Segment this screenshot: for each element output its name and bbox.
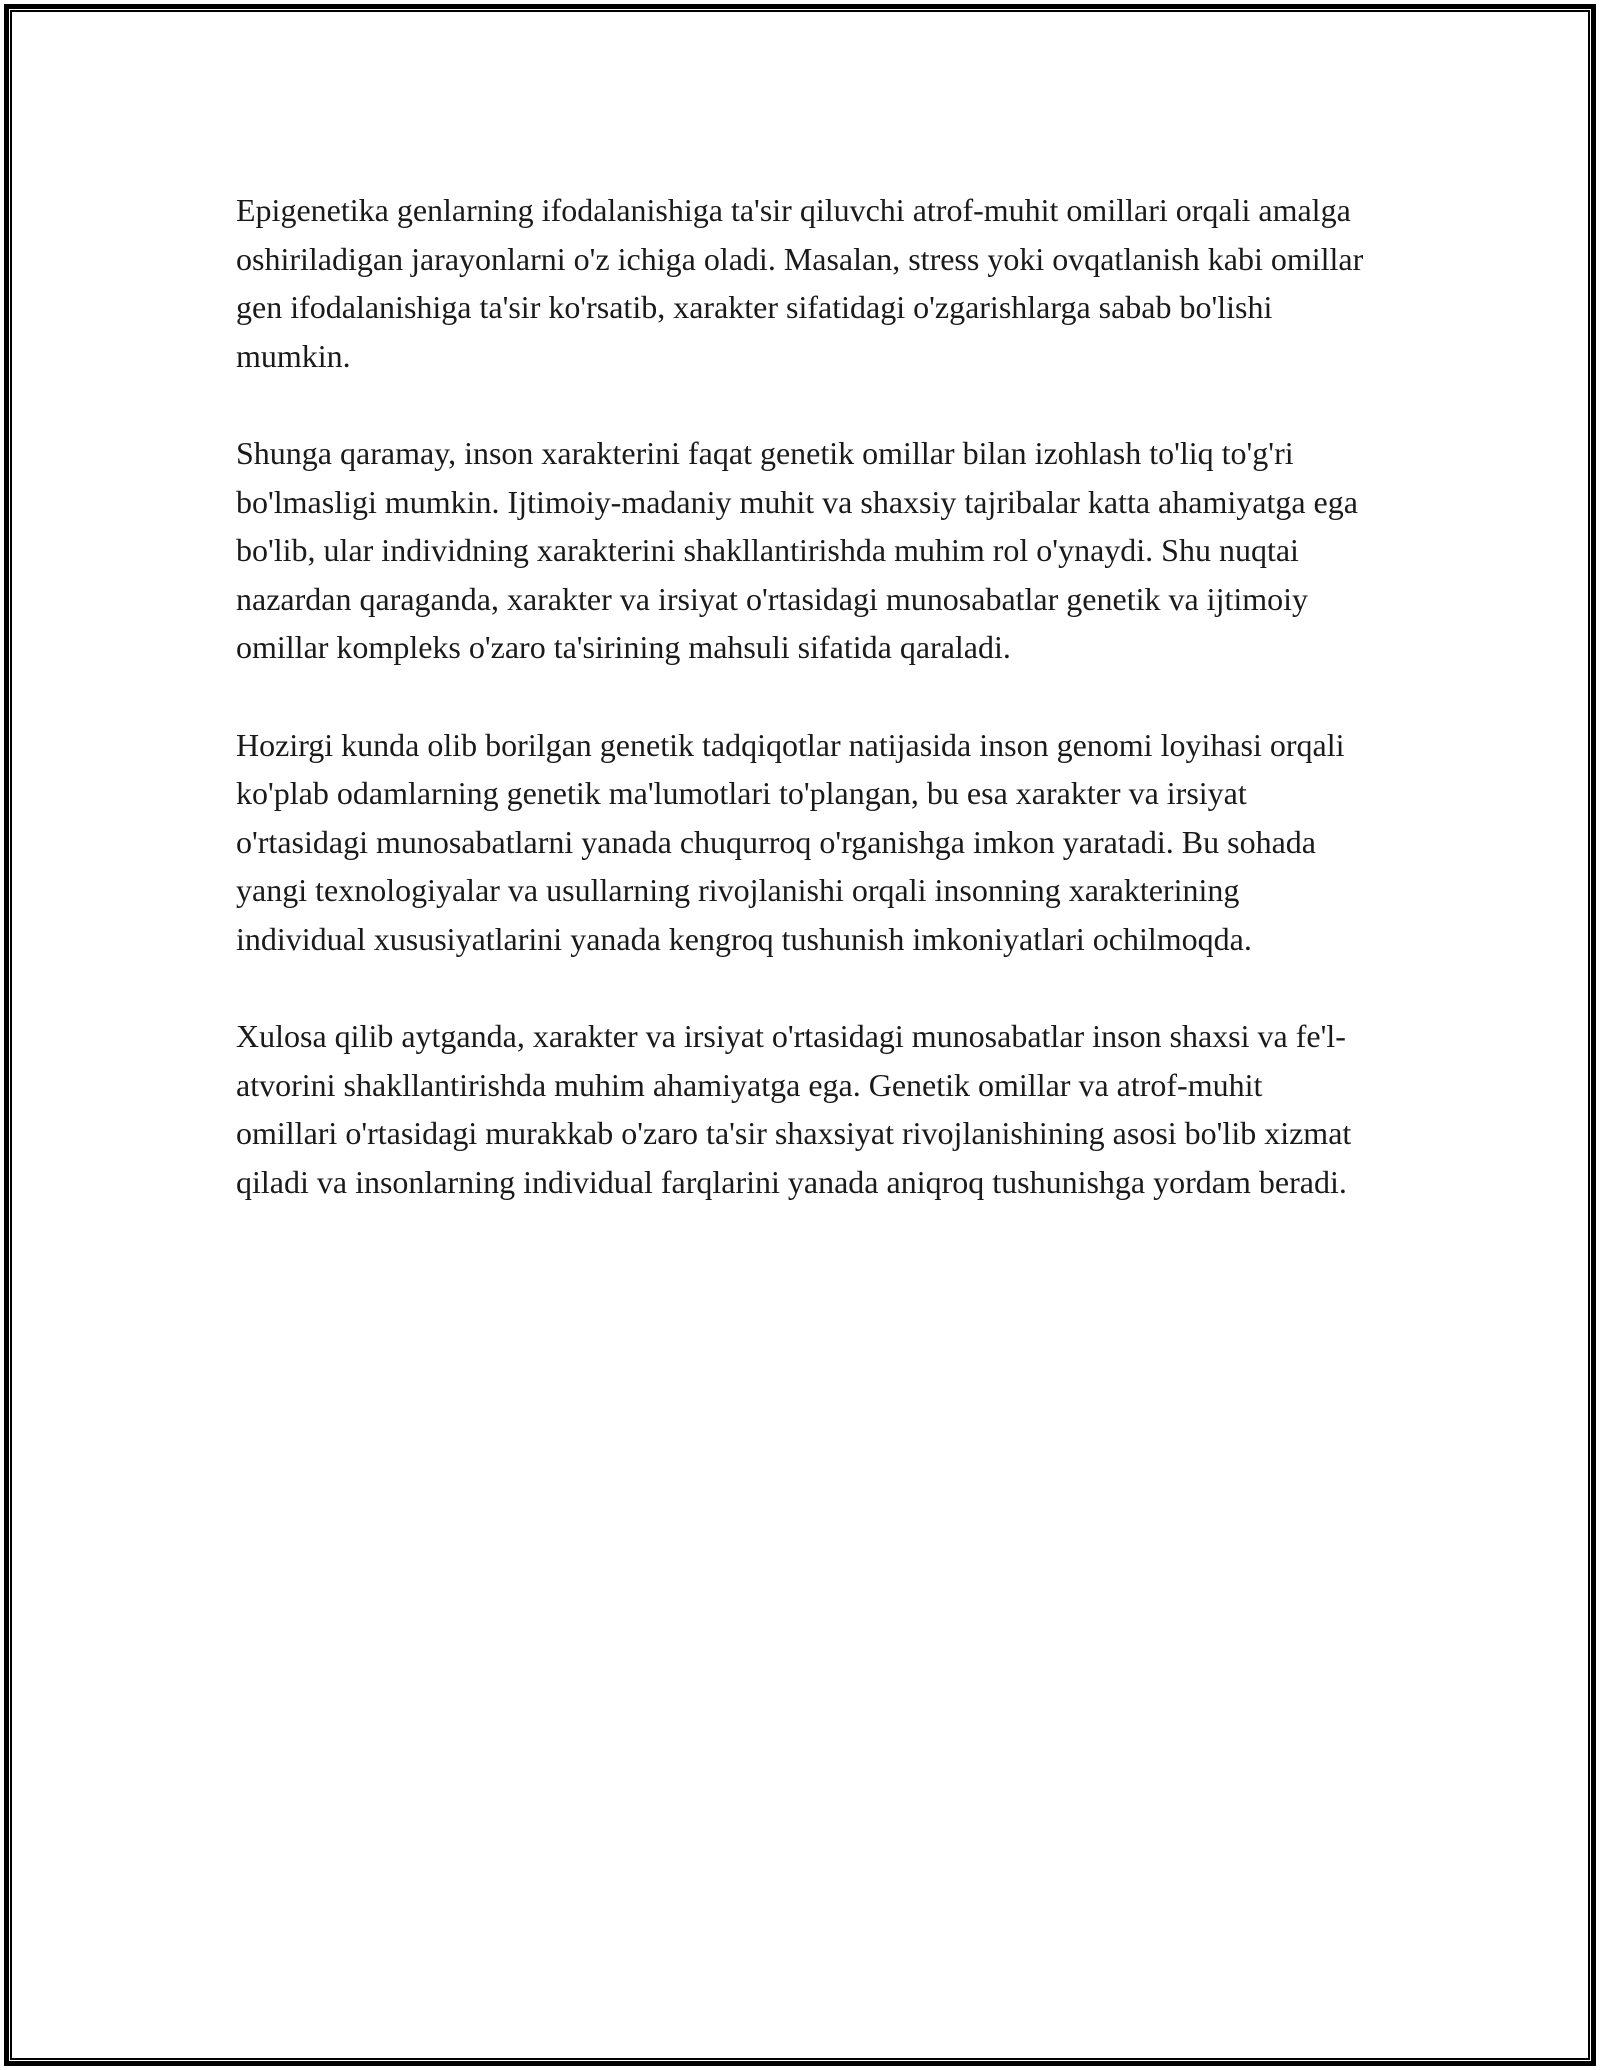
paragraph-1: Epigenetika genlarning ifodalanishiga ta'sir qiluvchi atrof-muhit omillari orqali amalga oshiriladigan jarayonlarni o'z ichiga oladi. Masalan, stress yoki ovqatlanish kabi omillar gen ifodalanishiga ta'sir ko'rsatib, xarakter sifatidagi o'zgarishlarga sabab bo'lishi mumkin. [236, 192, 1364, 374]
paragraph-4: Xulosa qilib aytganda, xarakter va irsiyat o'rtasidagi munosabatlar inson shaxsi va fe'l-atvorini shakllantirishda muhim ahamiyatga ega. Genetik omillar va atrof-muhit omillari o'rtasidagi murakkab o'zaro ta'sir shaxsiyat rivojlanishining asosi bo'lib xizmat qiladi va insonlarning individual farqlarini yanada aniqroq tushunishga yordam beradi. [236, 1018, 1352, 1200]
paragraph-2: Shunga qaramay, inson xarakterini faqat genetik omillar bilan izohlash to'liq to'g'ri bo'lmasligi mumkin. Ijtimoiy-madaniy muhit va shaxsiy tajribalar katta ahamiyatga ega bo'lib, ular individning xarakterini shakllantirishda muhim rol o'ynaydi. Shu nuqtai nazardan qaraganda, xarakter va irsiyat o'rtasidagi munosabatlar genetik va ijtimoiy omillar kompleks o'zaro ta'sirining mahsuli sifatida qaraladi. [236, 435, 1358, 665]
document-body [236, 186, 1366, 1255]
paragraph-3: Hozirgi kunda olib borilgan genetik tadqiqotlar natijasida inson genomi loyihasi orqali ko'plab odamlarning genetik ma'lumotlari to'plangan, bu esa xarakter va irsiyat o'rtasidagi munosabatlarni yanada chuqurroq o'rganishga imkon yaratadi. Bu sohada yangi texnologiyalar va usullarning rivojlanishi orqali insonning xarakterining individual xususiyatlarini yanada kengroq tushunish imkoniyatlari ochilmoqda. [236, 726, 1345, 957]
